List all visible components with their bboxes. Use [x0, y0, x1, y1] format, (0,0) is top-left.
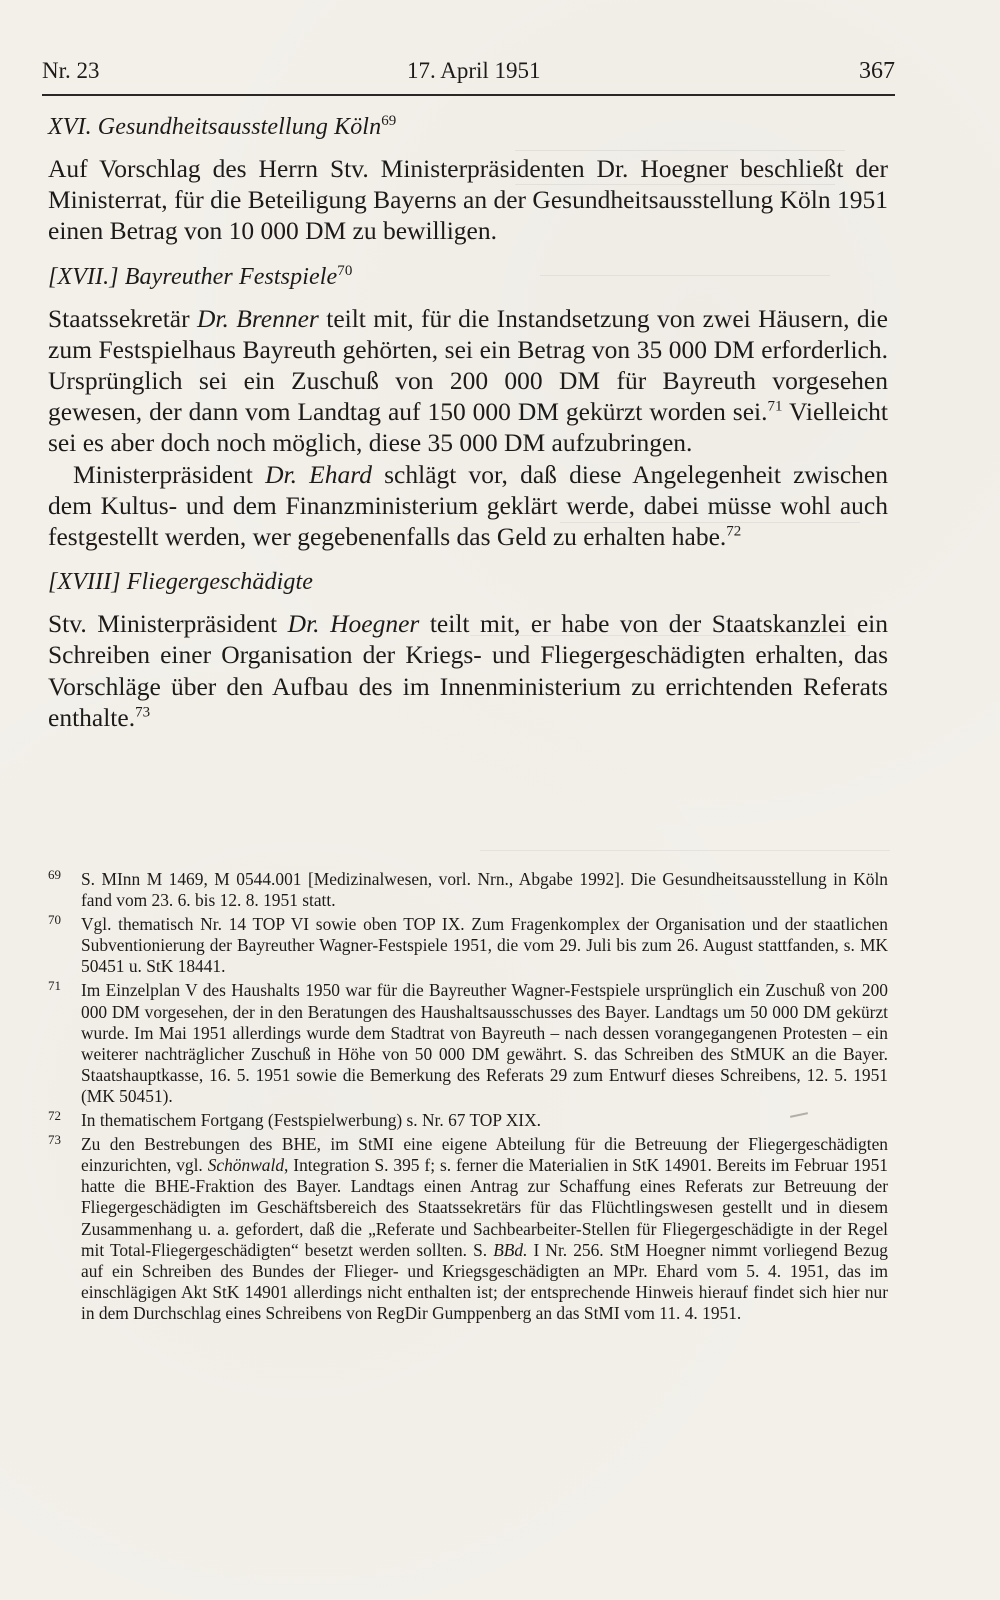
section-xvii-paragraph-1: Staatssekretär Dr. Brenner teilt mit, für die Instandsetzung von zwei Häusern, die zum Festspielhaus Bayreuth gehörten, sei ein Betrag von 35 000 DM erforderlich. Ursprünglich sei ein Zuschuß von 200 000 DM für Bayreuth vorgesehen gewesen, der dann vom Landtag auf 150 000 DM gekürzt worden sei.$^{71}$ Vielleicht sei es aber doch noch möglich, diese 35 000 DM aufzubringen. [48, 303, 888, 458]
section-heading-xviii: [XVIII] Fliegergeschädigte [48, 569, 313, 596]
footnote-72: 72 In thematischem Fortgang (Festspielwerbung) s. Nr. 67 TOP XIX. [48, 1108, 541, 1131]
footnote-71: 71 Im Einzelplan V des Haushalts 1950 war für die Bayreuther Wagner-Festspiele ursprünglich ein Zuschuß von 200 000 DM vorgesehen, der in den Beratungen des Haushaltsausschusses des Bayer. Landtags um 50 000 DM gekürzt wurde. Im Mai 1951 allerdings wurde dem Stadtrat von Bayreuth – nach dessen vorangegangenen Protesten – ein weiterer nachträglicher Zuschuß in Höhe von 50 000 DM gewährt. S. das Schreiben des StMUK an die Bayer. Staatshauptkasse, 16. 5. 1951 sowie die Bemerkung des Referats 29 zum Entwurf dieses Schreibens, 12. 5. 1951 (MK 50451). [48, 978, 888, 1106]
footnote-70: 70 Vgl. thematisch Nr. 14 TOP VI sowie oben TOP IX. Zum Fragenkomplex der Organisation und der staatlichen Subventionierung der Bayreuther Wagner-Festspiele 1951, die vom 29. Juli bis zum 26. August stattfanden, s. MK 50451 u. StK 18441. [48, 912, 888, 977]
speaker-hoegner: Dr. Hoegner [287, 609, 420, 639]
page-header [42, 58, 895, 96]
section-xviii [48, 568, 888, 733]
speaker-brenner: Dr. Brenner [196, 303, 319, 333]
section-heading-xvii: [XVII.] Bayreuther Festspiele$^{70}$ [48, 262, 353, 290]
footnote-ref-70: 70 [337, 262, 353, 279]
footnote-number: 69 [48, 867, 61, 882]
section-xvii-paragraph-2: Ministerpräsident Dr. Ehard schlägt vor, daß diese Angelegenheit zwischen dem Kultus- und dem Finanzministerium geklärt werde, dabei müsse wohl auch festgestellt werden, wer gegebenenfalls das Geld zu erhalten habe.$^{72}$ [48, 459, 888, 552]
footnotes [48, 869, 888, 1327]
footnote-73: 73 Zu den Bestrebungen des BHE, im StMI eine eigene Abteilung für die Betreuung der Fliegergeschädigten einzurichten, vgl. Schönwald, Integration S. 395 f; s. ferner die Materialien in StK 14901. Bereits im Februar 1951 hatte die BHE-Fraktion des Bayer. Landtags einen Antrag zur Schaffung eines Referats zur Betreuung der Fliegergeschädigten im Geschäftsbereich des Staatssekretärs für das Flüchtlingswesen gestellt und in diesem Zusammenhang u. a. gefordert, daß die „Referate und Sachbearbeiter-Stellen für Fliegergeschädigte in der Regel mit Total-Fliegergeschädigten“ besetzt werden sollten. S. BBd. I Nr. 256. StM Hoegner nimmt vorliegend Bezug auf ein Schreiben des Bundes der Flieger- und Kriegsgeschädigten an MPr. Ehard vom 5. 4. 1951, das im einschlägigen Akt StK 14901 allerdings nicht enthalten ist; der entsprechende Hinweis hierauf findet sich hier nur in dem Durchschlag eines Schreibens von RegDir Gumppenberg an das StMI vom 11. 4. 1951. [48, 1132, 889, 1323]
footnote-number: 72 [48, 1108, 61, 1124]
section-xvi [48, 113, 888, 247]
main-content [48, 113, 888, 749]
footnote-69: 69 S. MInn M 1469, M 0544.001 [Medizinalwesen, vorl. Nrn., Abgabe 1992]. Die Gesundheitsausstellung in Köln fand vom 23. 6. bis 12. 8. 1951 statt. [48, 867, 888, 911]
issue-number: Nr. 23 [42, 58, 100, 83]
author-schoenwald: Schönwald [207, 1155, 285, 1176]
footnote-number: 70 [48, 912, 61, 928]
section-xvi-paragraph: Auf Vorschlag des Herrn Stv. Ministerpräsidenten Dr. Hoegner beschließt der Ministerrat, für die Beteiligung Bayerns an der Gesundheitsausstellung Köln 1951 einen Betrag von 10 000 DM zu bewilligen. [48, 154, 888, 246]
section-xvii [48, 263, 888, 553]
speaker-ehard: Dr. Ehard [265, 459, 372, 489]
footnote-number: 73 [48, 1132, 61, 1148]
reference-bbd: BBd. [493, 1239, 528, 1260]
section-heading-xvi: XVI. Gesundheitsausstellung Köln$^{69}$ [48, 113, 397, 140]
page-number: 367 [859, 58, 895, 84]
footnote-number: 71 [48, 978, 61, 994]
footnote-ref-71: 71 [767, 398, 783, 415]
footnote-ref-69: 69 [381, 113, 397, 129]
meeting-date: 17. April 1951 [407, 58, 541, 83]
footnote-ref-73: 73 [135, 704, 151, 721]
footnote-ref-72: 72 [726, 523, 742, 540]
section-xviii-paragraph: Stv. Ministerpräsident Dr. Hoegner teilt mit, er habe von der Staatskanzlei ein Schreiben einer Organisation der Kriegs- und Fliegergeschädigten erhalten, das Vorschläge über den Aufbau des im Innenministerium zu errichtenden Referats enthalte.$^{73}$ [48, 609, 888, 732]
